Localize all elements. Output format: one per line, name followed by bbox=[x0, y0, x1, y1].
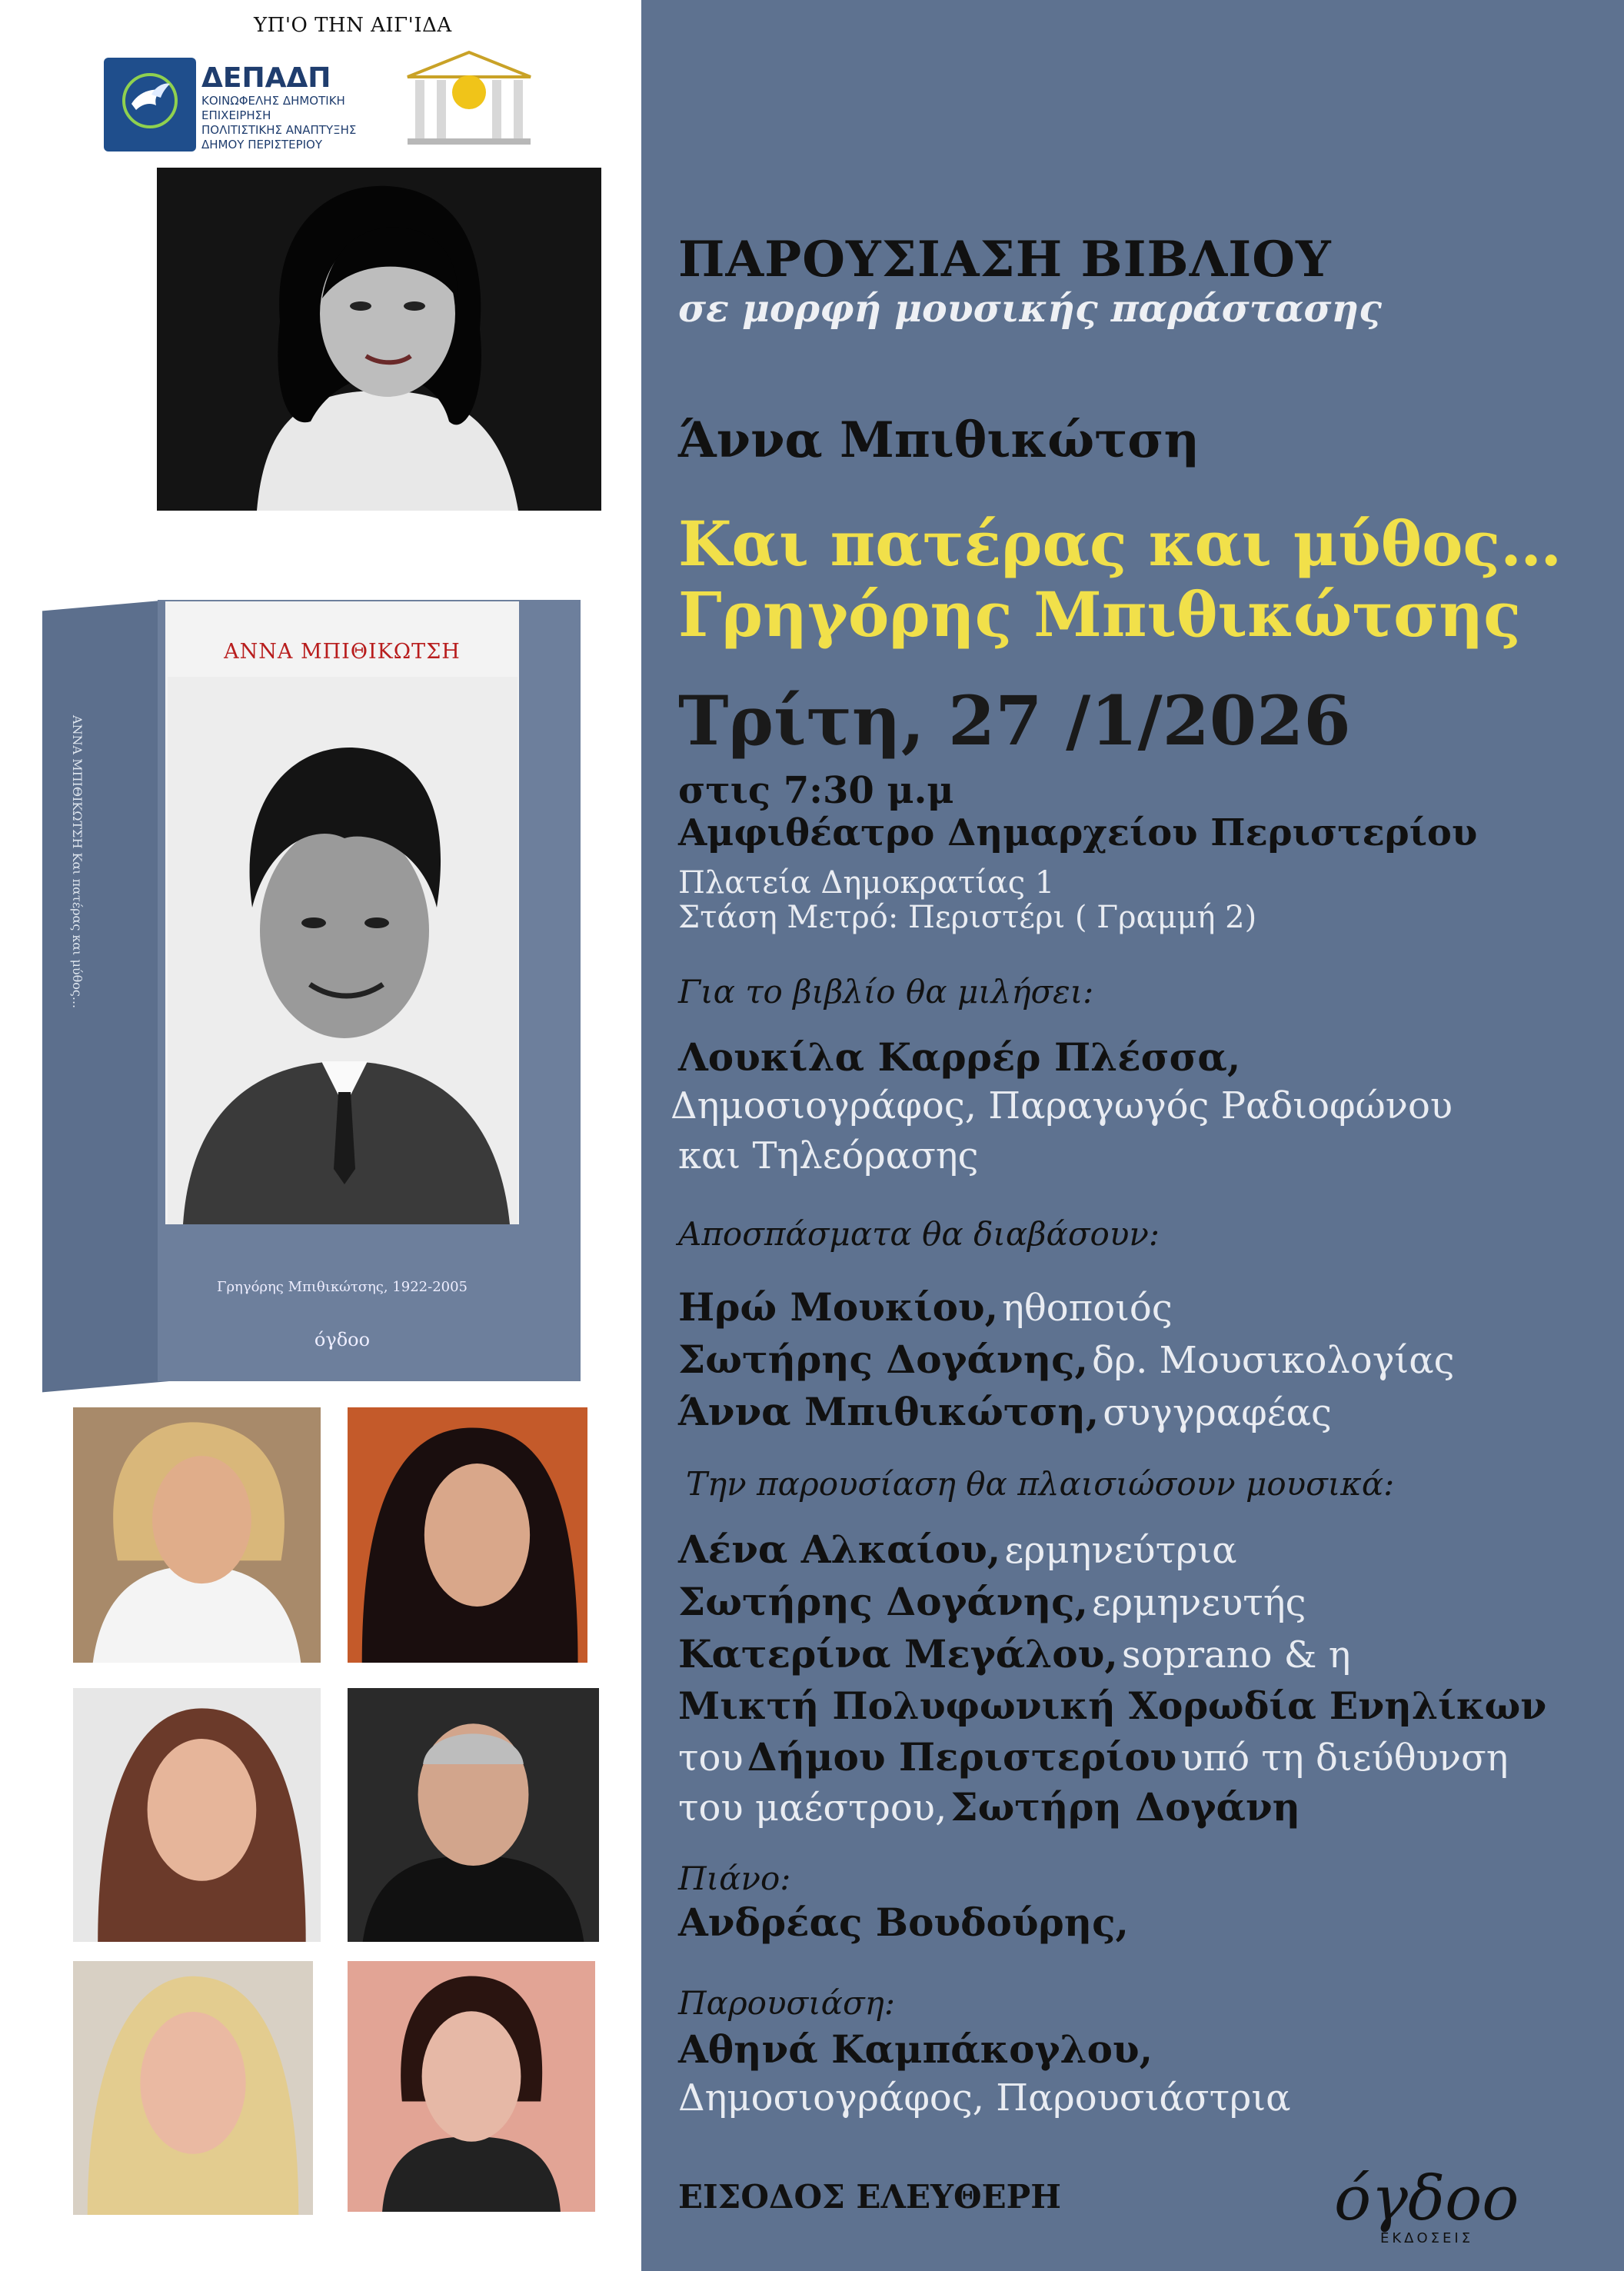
choir-municipality: Δήμου Περιστερίου bbox=[747, 1734, 1177, 1780]
music-line bbox=[678, 1527, 1237, 1572]
participant-photo bbox=[73, 1407, 321, 1663]
musician-name: Σωτήρης Δογάνης, bbox=[678, 1579, 1088, 1624]
music-line bbox=[678, 1579, 1306, 1624]
publisher-logo bbox=[1334, 2153, 1519, 2246]
choir-maestro-name: Σωτήρη Δογάνη bbox=[950, 1784, 1300, 1830]
event-title: ΠΑΡΟΥΣΙΑΣΗ ΒΙΒΛΙΟΥ bbox=[678, 231, 1332, 288]
event-author: Άννα Μπιθικώτση bbox=[678, 411, 1200, 469]
speaker-role: και Τηλεόρασης bbox=[678, 1134, 979, 1177]
logo-line: ΔΗΜΟΥ ΠΕΡΙΣΤΕΡΙΟΥ bbox=[201, 138, 323, 152]
event-date: Τρίτη, 27 /1/2026 bbox=[678, 681, 1351, 761]
choir-maestro-line bbox=[678, 1784, 1300, 1830]
reader-name: Άννα Μπιθικώτση, bbox=[678, 1389, 1100, 1434]
musician-role: ερμηνευτής bbox=[1092, 1581, 1306, 1624]
participant-photo bbox=[348, 1407, 587, 1663]
readers-label: Αποσπάσματα θα διαβάσουν: bbox=[678, 1215, 1160, 1253]
depadp-logo-text bbox=[201, 63, 378, 152]
piano-label: Πιάνο: bbox=[678, 1860, 791, 1897]
temple-logo bbox=[392, 46, 546, 162]
host-name: Αθηνά Καμπάκογλου, bbox=[678, 2026, 1153, 2072]
music-line bbox=[678, 1631, 1350, 1677]
reader-name: Ηρώ Μουκίου, bbox=[678, 1284, 999, 1330]
book-publisher: όγδοο bbox=[314, 1329, 371, 1350]
speakers-label: Για το βιβλίο θα μιλήσει: bbox=[678, 973, 1094, 1011]
book-spine-text: ΑΝΝΑ ΜΠΙΘΙΚΩΤΣΗ Και πατέρας και μύθος... bbox=[70, 715, 85, 1009]
participant-photo bbox=[73, 1688, 321, 1942]
musician-name: Λένα Αλκαίου, bbox=[678, 1527, 1001, 1572]
publisher-word: όγδοο bbox=[1334, 2163, 1519, 2234]
musician-name: Κατερίνα Μεγάλου, bbox=[678, 1631, 1118, 1677]
pianist-name: Ανδρέας Βουδούρης, bbox=[678, 1900, 1129, 1945]
reader-role: δρ. Μουσικολογίας bbox=[1092, 1339, 1455, 1382]
book-title-line-1: Και πατέρας και μύθος… bbox=[678, 508, 1562, 580]
choir-direction: υπό τη διεύθυνση bbox=[1180, 1737, 1509, 1780]
choir-maestro: του μαέστρου, bbox=[678, 1786, 947, 1830]
logo-line: ΚΟΙΝΩΦΕΛΗΣ ΔΗΜΟΤΙΚΗ ΕΠΙΧΕΙΡΗΣΗ bbox=[201, 94, 345, 122]
event-subtitle: σε μορφή μουσικής παράστασης bbox=[678, 286, 1383, 331]
reader-role: συγγραφέας bbox=[1103, 1391, 1332, 1434]
depadp-logo bbox=[104, 58, 196, 152]
logo-name: ΔΕΠΑΔΠ bbox=[201, 62, 331, 94]
logo-line: ΠΟΛΙΤΙΣΤΙΚΗΣ ΑΝΑΠΤΥΞΗΣ bbox=[201, 123, 357, 137]
event-time: στις 7:30 μ.μ bbox=[678, 769, 954, 812]
author-portrait bbox=[157, 168, 601, 511]
reader-line bbox=[678, 1389, 1332, 1434]
choir-of: του bbox=[678, 1737, 744, 1780]
book-cover-portrait bbox=[168, 677, 517, 1224]
dove-icon bbox=[121, 72, 179, 130]
reader-name: Σωτήρης Δογάνης, bbox=[678, 1337, 1088, 1382]
choir-line bbox=[678, 1734, 1508, 1780]
reader-role: ηθοποιός bbox=[1002, 1287, 1173, 1330]
participant-photo bbox=[348, 1688, 599, 1942]
event-venue: Αμφιθέατρο Δημαρχείου Περιστερίου bbox=[678, 811, 1478, 854]
patronage-label: ΥΠ'Ο ΤΗΝ ΑΙΓ'ΙΔΑ bbox=[254, 14, 452, 37]
choir-name: Μικτή Πολυφωνική Χορωδία Ενηλίκων bbox=[678, 1683, 1547, 1728]
speaker-name: Λουκίλα Καρρέρ Πλέσσα, bbox=[678, 1034, 1241, 1080]
free-entry: ΕΙΣΟΔΟΣ ΕΛΕΥΘΕΡΗ bbox=[678, 2178, 1061, 2216]
host-label: Παρουσιάση: bbox=[678, 1984, 895, 2022]
reader-line bbox=[678, 1284, 1173, 1330]
event-address: Πλατεία Δημοκρατίας 1 bbox=[678, 865, 1055, 901]
book-title-line-2: Γρηγόρης Μπιθικώτσης bbox=[678, 578, 1521, 651]
event-metro: Στάση Μετρό: Περιστέρι ( Γραμμή 2) bbox=[678, 900, 1257, 935]
reader-line bbox=[678, 1337, 1455, 1382]
music-label: Την παρουσίαση θα πλαισιώσουν μουσικά: bbox=[686, 1465, 1395, 1503]
book-subtitle: Γρηγόρης Μπιθικώτσης, 1922-2005 bbox=[216, 1279, 468, 1295]
publisher-sub: ΕΚΔΟΣΕΙΣ bbox=[1380, 2230, 1474, 2246]
musician-role: ερμηνεύτρια bbox=[1004, 1529, 1237, 1572]
speaker-role: Δημοσιογράφος, Παραγωγός Ραδιοφώνου bbox=[671, 1084, 1453, 1127]
participant-photo bbox=[73, 1961, 313, 2215]
host-role: Δημοσιογράφος, Παρουσιάστρια bbox=[678, 2076, 1291, 2119]
musician-role: soprano & η bbox=[1121, 1633, 1351, 1677]
book-author: ΑΝΝΑ ΜΠΙΘΙΚΩΤΣΗ bbox=[224, 640, 461, 664]
participant-photo bbox=[348, 1961, 595, 2212]
